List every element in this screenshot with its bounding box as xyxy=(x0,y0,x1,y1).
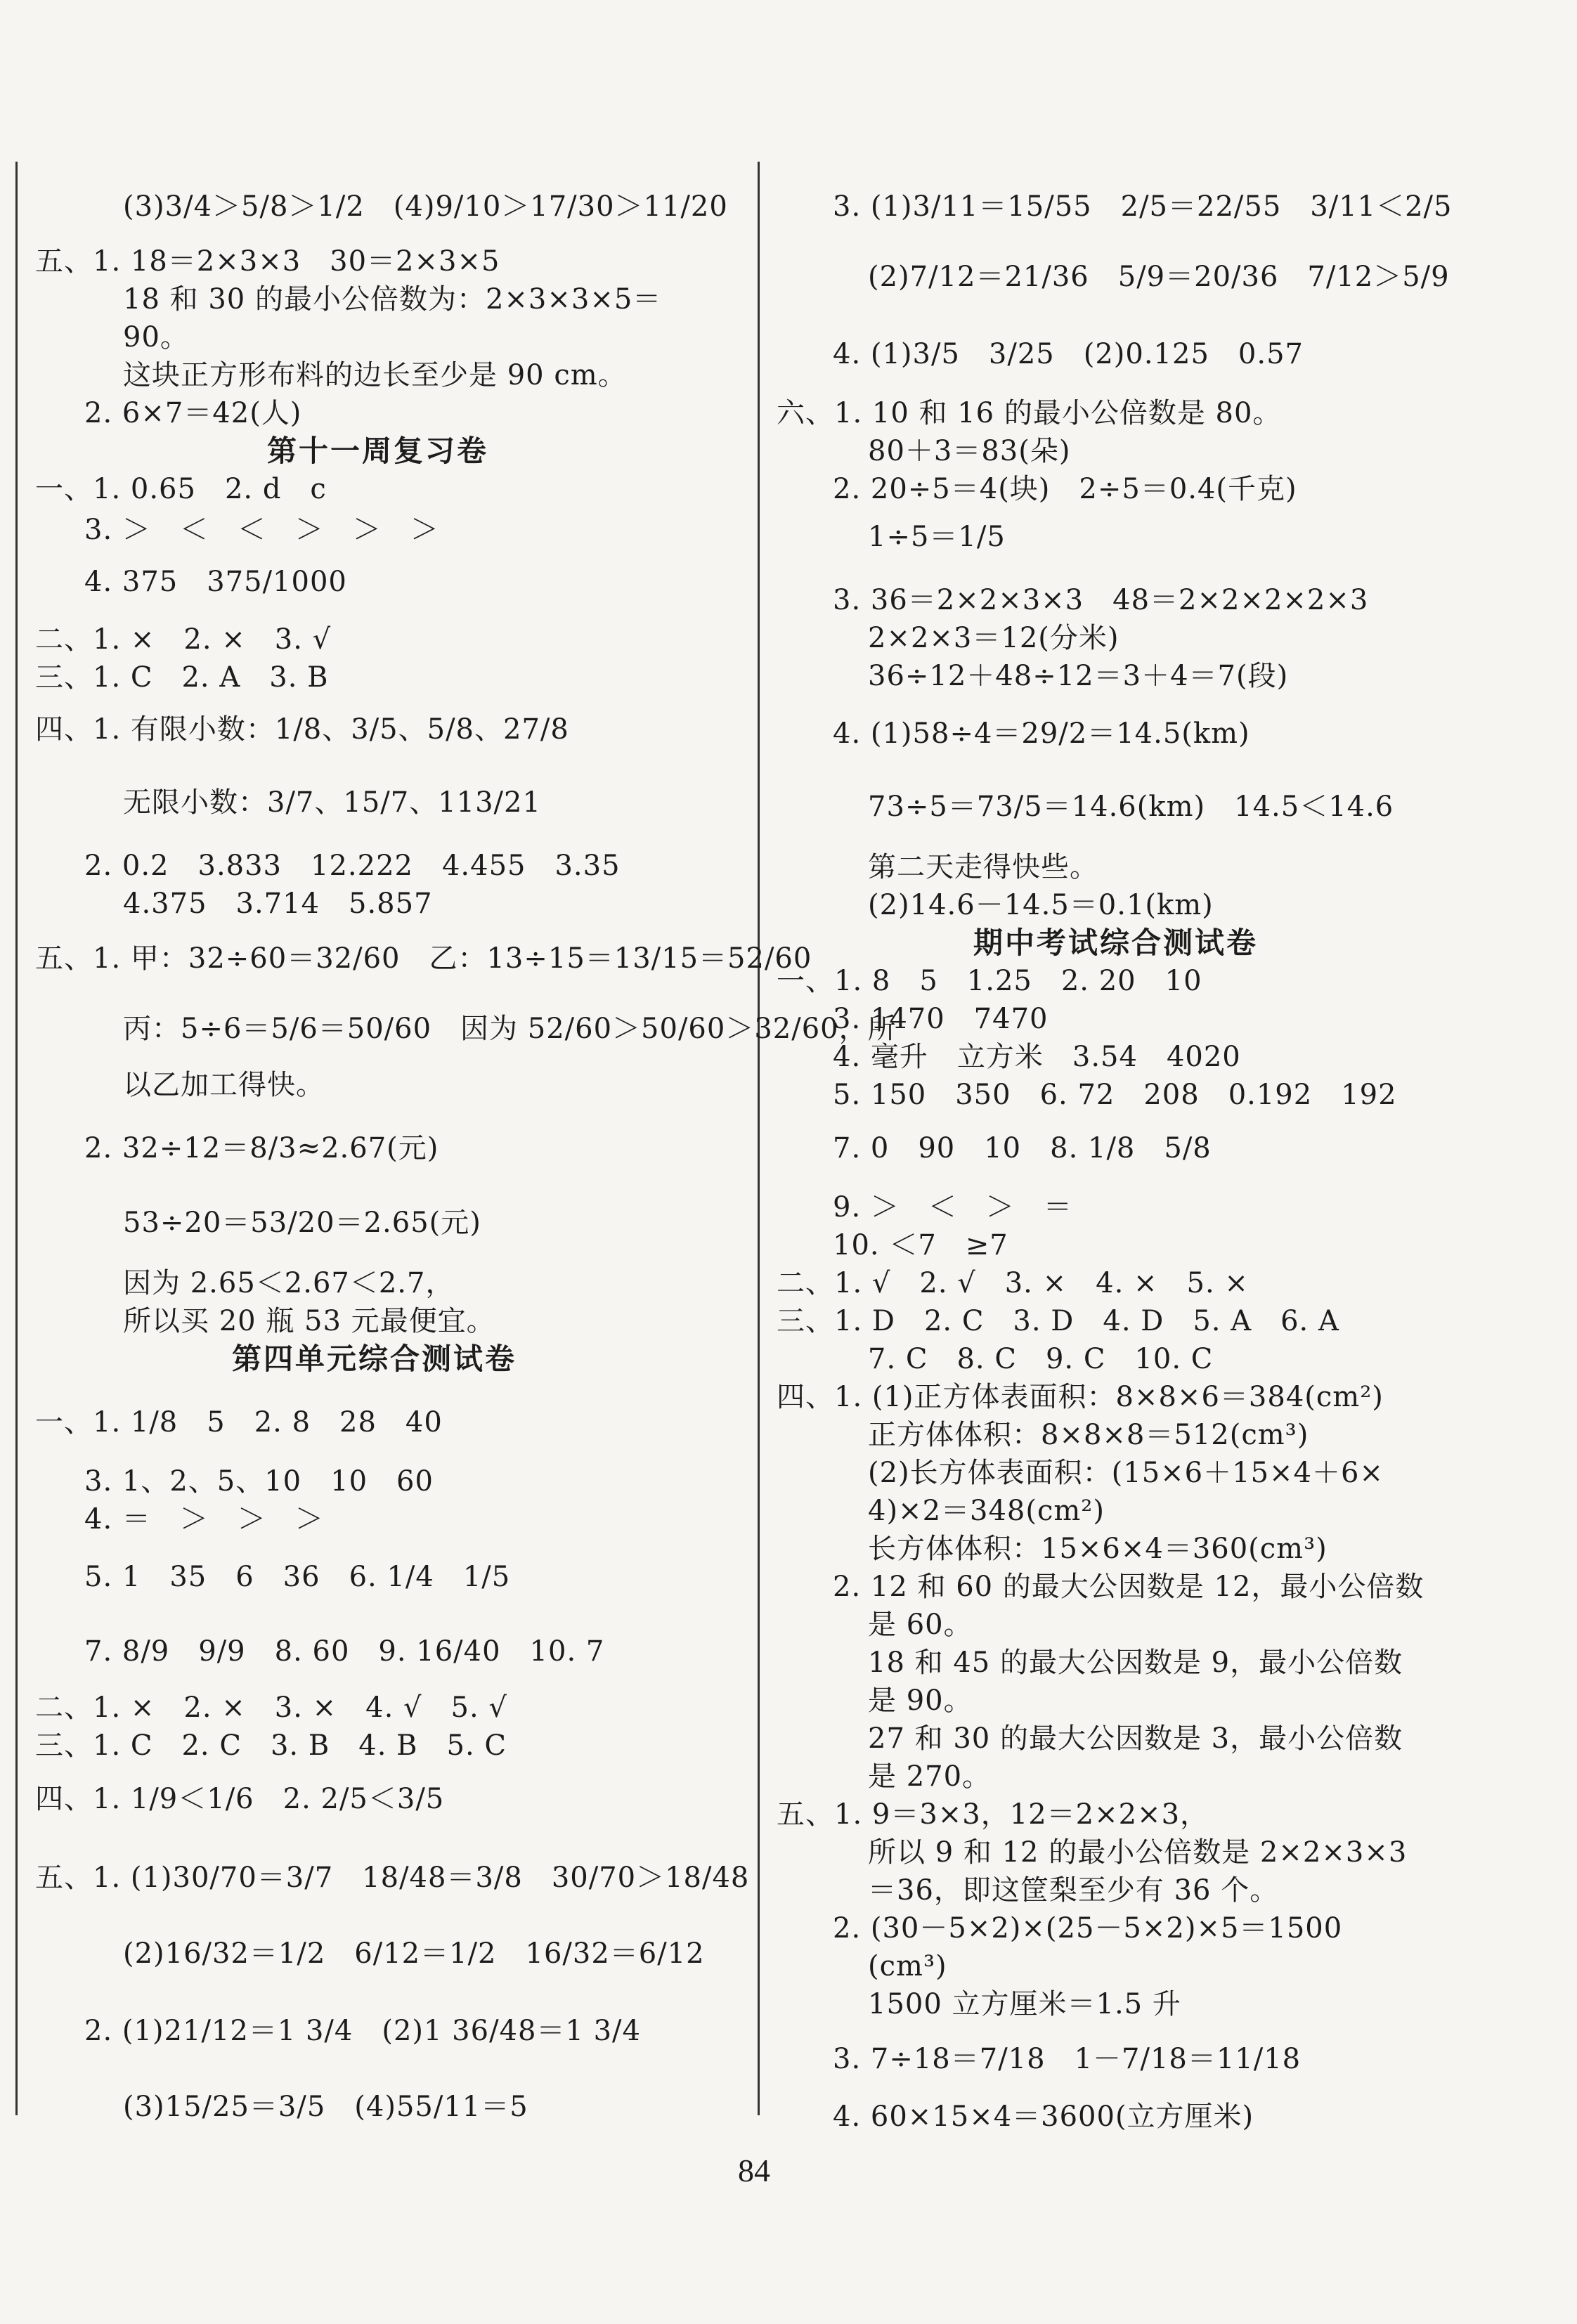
text-line: 10. ＜7 ≥7 xyxy=(833,1229,1008,1261)
text-line: 53÷20＝53/20＝2.65(元) xyxy=(123,1207,481,1239)
text-line: 五、1. 9＝3×3，12＝2×2×3， xyxy=(777,1798,1209,1831)
text-line: 以乙加工得快。 xyxy=(123,1069,325,1101)
text-line: 2. 32÷12＝8/3≈2.67(元) xyxy=(84,1132,439,1164)
text-line: 所以买 20 瓶 53 元最便宜。 xyxy=(123,1305,495,1337)
text-line: 是 60。 xyxy=(868,1609,973,1641)
page-number: 84 xyxy=(738,2153,770,2188)
text-line: 一、1. 0.65 2. d c xyxy=(35,473,327,505)
text-line: (cm³) xyxy=(868,1950,947,1982)
text-line: 无限小数：3/7、15/7、113/21 xyxy=(123,786,541,819)
text-line: 4. 毫升 立方米 3.54 4020 xyxy=(833,1041,1241,1073)
text-line: 二、1. √ 2. √ 3. × 4. × 5. × xyxy=(777,1267,1249,1299)
text-line: (3)15/25＝3/5 (4)55/11＝5 xyxy=(123,2091,528,2123)
text-line: 3. 36＝2×2×3×3 48＝2×2×2×2×3 xyxy=(833,584,1369,616)
text-line: 90。 xyxy=(123,321,189,353)
text-line: 2×2×3＝12(分米) xyxy=(868,622,1120,654)
text-line: 4)×2＝348(cm²) xyxy=(868,1495,1105,1527)
text-line: 五、1. 18＝2×3×3 30＝2×3×5 xyxy=(35,245,500,278)
text-line: 4. (1)3/5 3/25 (2)0.125 0.57 xyxy=(833,338,1304,370)
text-line: 9. ＞ ＜ ＞ ＝ xyxy=(833,1191,1072,1223)
text-line: 三、1. C 2. A 3. B xyxy=(35,661,329,694)
text-line: (2)14.6－14.5＝0.1(km) xyxy=(868,889,1214,921)
left-margin-rule xyxy=(15,162,18,2115)
text-line: 2. (1)21/12＝1 3/4 (2)1 36/48＝1 3/4 xyxy=(84,2015,641,2047)
text-line: 三、1. C 2. C 3. B 4. B 5. C xyxy=(35,1729,507,1762)
text-line: 4.375 3.714 5.857 xyxy=(123,888,433,920)
section-heading: 第四单元综合测试卷 xyxy=(232,1342,517,1376)
text-line: 5. 150 350 6. 72 208 0.192 192 xyxy=(833,1079,1397,1111)
text-line: 一、1. 1/8 5 2. 8 28 40 xyxy=(35,1406,443,1439)
text-line: 1÷5＝1/5 xyxy=(868,521,1006,553)
text-line: (3)3/4＞5/8＞1/2 (4)9/10＞17/30＞11/20 xyxy=(123,190,728,223)
text-line: 一、1. 8 5 1.25 2. 20 10 xyxy=(777,965,1202,997)
text-line: 3. ＞ ＜ ＜ ＞ ＞ ＞ xyxy=(84,514,439,546)
text-line: 2. 0.2 3.833 12.222 4.455 3.35 xyxy=(84,850,621,882)
text-line: 7. C 8. C 9. C 10. C xyxy=(868,1343,1214,1375)
text-line: 4. (1)58÷4＝29/2＝14.5(km) xyxy=(833,718,1250,750)
text-line: 7. 0 90 10 8. 1/8 5/8 xyxy=(833,1132,1212,1164)
text-line: 1500 立方厘米＝1.5 升 xyxy=(868,1988,1181,2020)
text-line: 是 90。 xyxy=(868,1684,973,1717)
text-line: 2. 20÷5＝4(块) 2÷5＝0.4(千克) xyxy=(833,473,1297,505)
text-line: 五、1. 甲：32÷60＝32/60 乙：13÷15＝13/15＝52/60 xyxy=(35,942,812,975)
text-line: 长方体体积：15×6×4＝360(cm³) xyxy=(868,1533,1328,1565)
text-line: 4. ＝ ＞ ＞ ＞ xyxy=(84,1503,324,1536)
text-line: 18 和 30 的最小公倍数为：2×3×3×5＝ xyxy=(123,283,662,316)
text-line: 3. 1、2、5、10 10 60 xyxy=(84,1465,434,1498)
text-line: 二、1. × 2. × 3. √ xyxy=(35,623,332,656)
text-line: ＝36，即这筐梨至少有 36 个。 xyxy=(868,1874,1279,1907)
text-line: 是 270。 xyxy=(868,1760,992,1793)
text-line: 三、1. D 2. C 3. D 4. D 5. A 6. A xyxy=(777,1305,1339,1337)
section-heading: 第十一周复习卷 xyxy=(267,434,489,468)
text-line: 正方体体积：8×8×8＝512(cm³) xyxy=(868,1419,1309,1451)
text-line: 2. 6×7＝42(人) xyxy=(84,397,302,429)
text-line: 36÷12＋48÷12＝3＋4＝7(段) xyxy=(868,660,1289,692)
text-line: 2. (30－5×2)×(25－5×2)×5＝1500 xyxy=(833,1912,1343,1945)
text-line: 3. (1)3/11＝15/55 2/5＝22/55 3/11＜2/5 xyxy=(833,190,1453,223)
text-line: 五、1. (1)30/70＝3/7 18/48＝3/8 30/70＞18/48 xyxy=(35,1862,750,1894)
column-divider xyxy=(758,162,760,2115)
text-line: 第二天走得快些。 xyxy=(868,851,1098,883)
text-line: 18 和 45 的最大公因数是 9，最小公倍数 xyxy=(868,1647,1403,1679)
text-line: 丙：5÷6＝5/6＝50/60 因为 52/60＞50/60＞32/60，所 xyxy=(123,1013,897,1045)
text-line: 因为 2.65＜2.67＜2.7， xyxy=(123,1267,455,1299)
text-line: (2)7/12＝21/36 5/9＝20/36 7/12＞5/9 xyxy=(868,261,1450,293)
text-line: 4. 60×15×4＝3600(立方厘米) xyxy=(833,2101,1254,2133)
text-line: (2)16/32＝1/2 6/12＝1/2 16/32＝6/12 xyxy=(123,1937,705,1970)
text-line: 六、1. 10 和 16 的最小公倍数是 80。 xyxy=(777,397,1282,429)
text-line: 73÷5＝73/5＝14.6(km) 14.5＜14.6 xyxy=(868,791,1394,823)
text-line: 四、1. 1/9＜1/6 2. 2/5＜3/5 xyxy=(35,1783,445,1815)
text-line: 3. 1470 7470 xyxy=(833,1003,1049,1035)
text-line: 这块正方形布料的边长至少是 90 cm。 xyxy=(123,359,627,391)
text-line: 3. 7÷18＝7/18 1－7/18＝11/18 xyxy=(833,2043,1302,2075)
section-heading: 期中考试综合测试卷 xyxy=(973,926,1259,960)
text-line: 四、1. (1)正方体表面积：8×8×6＝384(cm²) xyxy=(777,1381,1384,1413)
text-line: 2. 12 和 60 的最大公因数是 12，最小公倍数 xyxy=(833,1571,1425,1603)
text-line: 5. 1 35 6 36 6. 1/4 1/5 xyxy=(84,1561,511,1593)
text-line: 二、1. × 2. × 3. × 4. √ 5. √ xyxy=(35,1692,507,1724)
text-line: 4. 375 375/1000 xyxy=(84,566,347,598)
text-line: 80＋3＝83(朵) xyxy=(868,435,1071,467)
text-line: (2)长方体表面积：(15×6＋15×4＋6× xyxy=(868,1457,1384,1489)
text-line: 27 和 30 的最大公因数是 3，最小公倍数 xyxy=(868,1722,1403,1755)
text-line: 四、1. 有限小数：1/8、3/5、5/8、27/8 xyxy=(35,713,569,746)
text-line: 所以 9 和 12 的最小公倍数是 2×2×3×3 xyxy=(868,1836,1408,1869)
text-line: 7. 8/9 9/9 8. 60 9. 16/40 10. 7 xyxy=(84,1635,605,1668)
